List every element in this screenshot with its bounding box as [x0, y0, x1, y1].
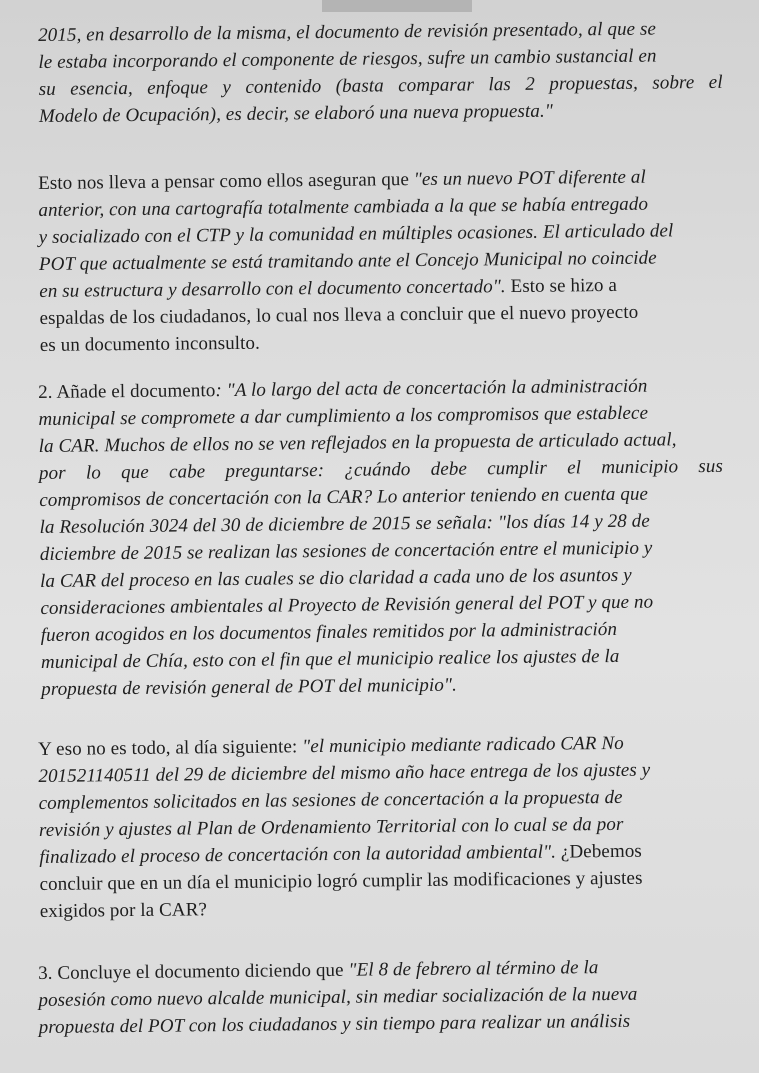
p2-line-7: es un documento inconsulto.	[39, 332, 261, 356]
paragraph-2	[38, 163, 724, 359]
p5-line-1: 3. Concluye el documento diciendo que "El 8 de febrero al término de la	[38, 957, 599, 984]
p3-line-2: municipal se compromete a dar cumplimiento a los compromisos que establece	[38, 402, 649, 430]
p3-line-12: propuesta de revisión general de POT del municipio".	[41, 674, 457, 700]
p4-line-1: Y eso no es todo, al día siguiente: "el municipio mediante radicado CAR No	[38, 732, 624, 760]
p3-line-5: compromisos de concertación con la CAR? Lo anterior teniendo en cuenta que	[39, 483, 649, 511]
p2-line-4: POT que actualmente se está tramitando ante el Concejo Municipal no coincide	[38, 247, 657, 275]
p2-line-6: espaldas de los ciudadanos, lo cual nos lleva a concluir que el nuevo proyecto	[39, 301, 639, 329]
p3-line-6: la Resolución 3024 del 30 de diciembre de 2015 se señala: "los días 14 y 28 de	[39, 510, 650, 538]
p2-line-1: Esto nos lleva a pensar como ellos aseguran que "es un nuevo POT diferente al	[38, 166, 646, 194]
paragraph-1	[38, 15, 723, 130]
p4-line-3: complementos solicitados en las sesiones de concertación a la propuesta de	[38, 786, 623, 814]
paragraph-4	[38, 729, 724, 925]
p3-line-10: fueron acogidos en los documentos finales remitidos por la administración	[40, 618, 618, 646]
p3-line-3: la CAR. Muchos de ellos no se ven reflejados en la propuesta de articulado actual,	[38, 429, 677, 457]
p1-line-3: su esencia, enfoque y contenido (basta comparar las 2 propuestas, sobre el	[38, 71, 723, 100]
p3-line-8: la CAR del proceso en las cuales se dio claridad a cada uno de los asuntos y	[40, 564, 632, 592]
p3-line-1: 2. Añade el documento: "A lo largo del acta de concertación la administración	[38, 375, 648, 403]
paragraph-3	[38, 372, 725, 703]
p2-line-2: anterior, con una cartografía totalmente cambiada a la que se había entregado	[38, 193, 649, 221]
p2-line-5: en su estructura y desarrollo con el documento concertado". Esto se hizo a	[39, 274, 618, 302]
p4-line-6: concluir que en un día el municipio logró cumplir las modificaciones y ajustes	[39, 867, 643, 895]
header-stamp	[322, 0, 472, 12]
p3-line-7: diciembre de 2015 se realizan las sesiones de concertación entre el municipio y	[39, 537, 653, 565]
p3-line-9: consideraciones ambientales al Proyecto de Revisión general del POT y que no	[40, 591, 654, 619]
p2-line-3: y socializado con el CTP y la comunidad en múltiples ocasiones. El articulado del	[38, 220, 674, 248]
p4-line-7: exigidos por la CAR?	[39, 899, 208, 922]
paragraph-5	[38, 953, 723, 1041]
p5-line-3: propuesta del POT con los ciudadanos y sin tiempo para realizar un análisis	[38, 1010, 631, 1038]
p4-line-2: 201521140511 del 29 de diciembre del mismo año hace entrega de los ajustes y	[38, 759, 651, 787]
p3-line-11: municipal de Chía, esto con el fin que el municipio realice los ajustes de la	[40, 645, 620, 673]
p3-line-4: por lo que cabe preguntarse: ¿cuándo debe cumplir el municipio sus	[38, 455, 724, 484]
p4-line-5: finalizado el proceso de concertación con la autoridad ambiental". ¿Debemos	[39, 840, 642, 868]
p5-line-2: posesión como nuevo alcalde municipal, sin mediar socialización de la nueva	[38, 983, 638, 1011]
p1-line-4: Modelo de Ocupación), es decir, se elaboró una nueva propuesta."	[38, 100, 553, 127]
p4-line-4: revisión y ajustes al Plan de Ordenamiento Territorial con lo cual se da por	[38, 813, 624, 841]
p1-line-2: le estaba incorporando el componente de riesgos, sufre un cambio sustancial en	[38, 45, 657, 73]
p1-line-1: 2015, en desarrollo de la misma, el documento de revisión presentado, al que se	[38, 18, 657, 46]
